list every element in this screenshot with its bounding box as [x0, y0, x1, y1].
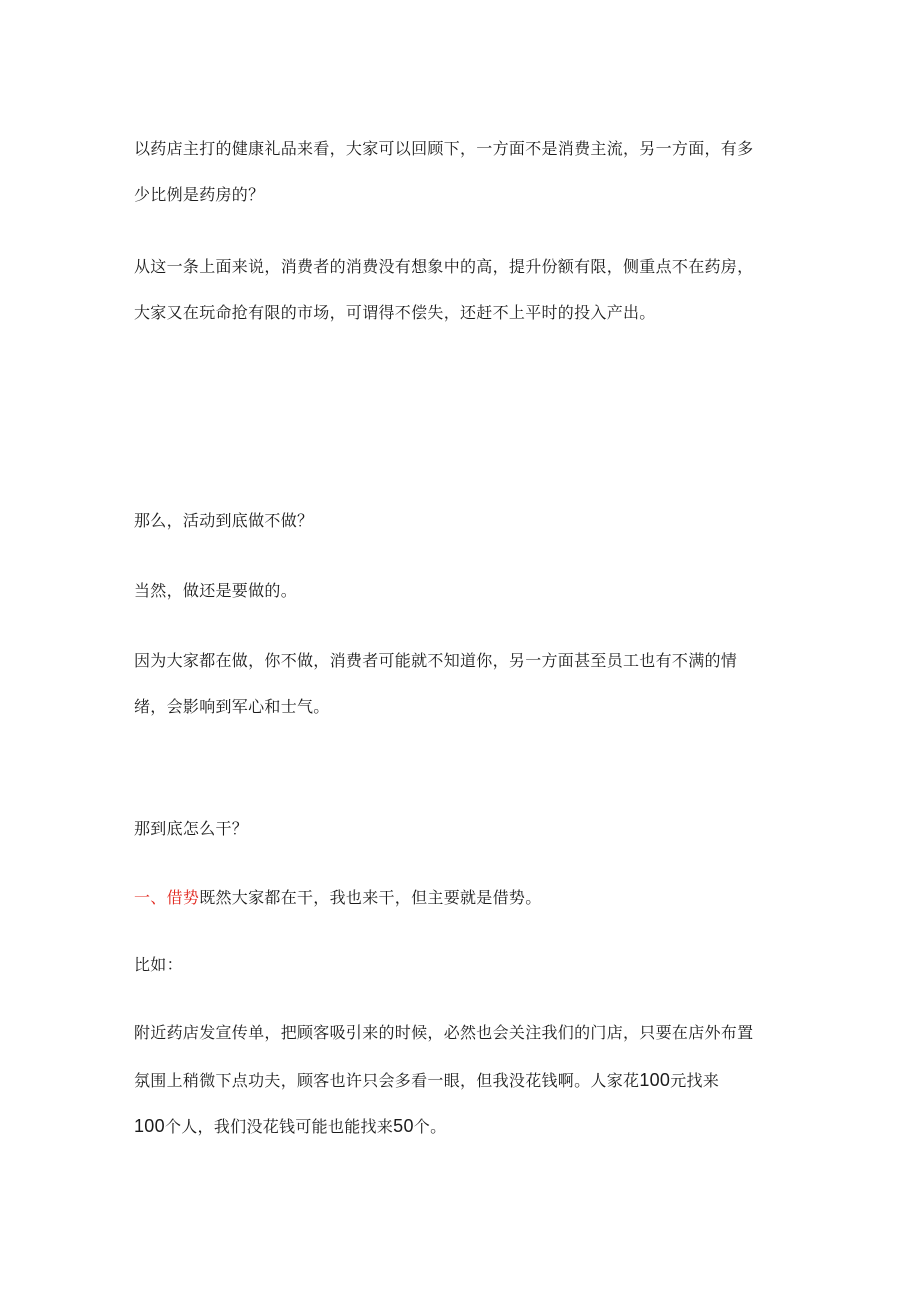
paragraph-9-line-2-text-a: 氛围上稍微下点功夫，顾客也许只会多看一眼，但我没花钱啊。人家花	[134, 1071, 640, 1090]
paragraph-8: 比如：	[134, 955, 183, 974]
paragraph-9-line-3-number-2: 50	[393, 1116, 414, 1136]
paragraph-5-line-1: 因为大家都在做，你不做，消费者可能就不知道你，另一方面甚至员工也有不满的情	[134, 651, 738, 670]
paragraph-3: 那么，活动到底做不做？	[134, 511, 314, 530]
paragraph-9-line-1: 附近药店发宣传单，把顾客吸引来的时候，必然也会关注我们的门店，只要在店外布置	[134, 1023, 754, 1042]
paragraph-9-line-3	[134, 1116, 446, 1137]
paragraph-9-line-2	[134, 1070, 719, 1091]
paragraph-6: 那到底怎么干？	[134, 819, 249, 838]
paragraph-2-line-2: 大家又在玩命抢有限的市场，可谓得不偿失，还赶不上平时的投入产出。	[134, 303, 656, 322]
section-heading-text: 既然大家都在干，我也来干，但主要就是借势。	[199, 888, 542, 907]
paragraph-1-line-2: 少比例是药房的？	[134, 185, 265, 204]
paragraph-9-line-2-text-b: 元找来	[670, 1071, 720, 1090]
paragraph-7	[134, 888, 542, 908]
paragraph-5-line-2: 绪，会影响到军心和士气。	[134, 697, 330, 716]
section-heading: 一、借势	[134, 888, 200, 907]
paragraph-9-line-3-text-a: 个人，我们没花钱可能也能找来	[164, 1117, 394, 1136]
paragraph-9-line-3-number-1: 100	[134, 1116, 165, 1136]
paragraph-9-line-2-number: 100	[639, 1070, 671, 1090]
paragraph-2-line-1: 从这一条上面来说，消费者的消费没有想象中的高，提升份额有限，侧重点不在药房，	[134, 257, 754, 276]
paragraph-4: 当然，做还是要做的。	[134, 581, 298, 600]
paragraph-1-line-1: 以药店主打的健康礼品来看，大家可以回顾下，一方面不是消费主流，另一方面，有多	[134, 139, 754, 158]
paragraph-9-line-3-text-b: 个。	[413, 1117, 447, 1136]
